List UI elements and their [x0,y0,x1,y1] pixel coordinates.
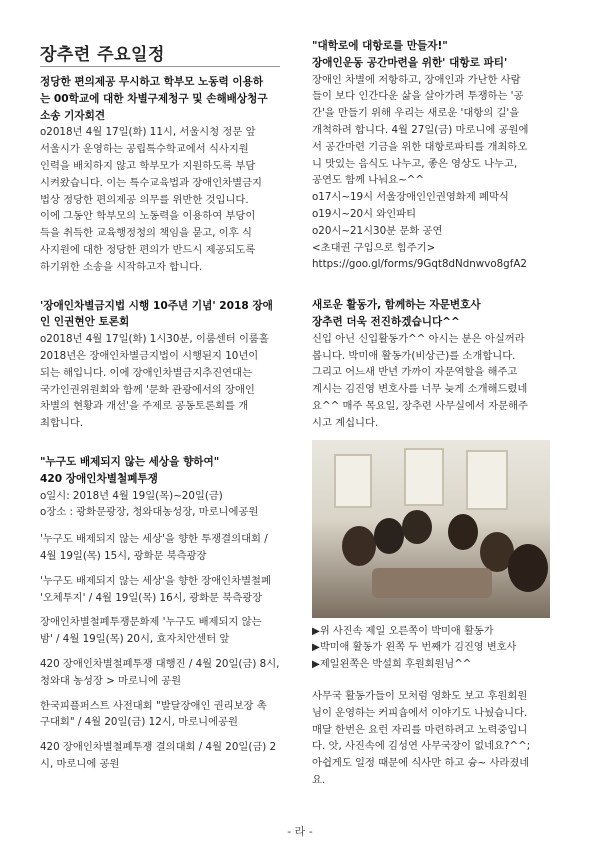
caption-line: ▶위 사진속 제일 오른쪽이 박미애 활동가 [312,625,494,637]
wall-poster [404,448,444,506]
table-shape [372,568,492,598]
body-line: 사지원에 대한 정당한 편의가 반드시 제공되도록 [40,243,256,256]
body-line: o장소 : 광화문광장, 청와대농성장, 마로니에공원 [40,506,259,519]
body-line: 님이 운영하는 커피숍에서 이야기도 나눴습니다. [312,706,528,719]
body-line: 서울시가 운영하는 공립특수학교에서 식사지원 [40,143,249,156]
event-line: 4월 19일(목) 15시, 광화문 북측광장 [40,549,207,562]
section-body-staff [312,688,567,789]
section-heading-newcomers [312,297,567,331]
event-line: 시, 마로니에 공원 [40,757,120,770]
body-line: o일시: 2018년 4월 19일(목)~20일(금) [40,489,223,502]
event-line: 밤' / 4월 19일(목) 20시, 효자치안센터 앞 [40,633,230,646]
event-line: 구대회" / 4월 20일(금) 12시, 마로니에공원 [40,716,238,729]
body-line: 요^^ 매주 목요일, 장추련 사무실에서 자문해주 [312,399,528,412]
event-line: 장애인차별철폐투쟁문화제 '누구도 배제되지 않는 [40,616,262,629]
body-line: 그리고 어느새 반년 가까이 자문역할을 해주고 [312,366,518,379]
left-column [40,74,302,773]
body-line: 봅니다. 박미애 활동가(비상근)를 소개합니다. [312,349,516,362]
body-line: 개척하려 합니다. 4월 27일(금) 마로니에 공원에 [312,123,529,136]
event-line: '누구도 배제되지 않는 세상'을 향한 장애인차별철폐 [40,574,271,587]
event-line: '오체투지' / 4월 19일(목) 16시, 광화문 북측광장 [40,591,263,604]
body-line: 되는 해입니다. 이에 장애인차별금지추진연대는 [40,366,253,379]
heading-line: 인 인권현안 토론회 [40,316,130,329]
body-line: 최합니다. [40,417,84,430]
body-line: 신입 아닌 신입활동가^^ 아시는 분은 아실꺼라 [312,332,525,345]
event-line: 420 장애인차별철폐투쟁 대행진 / 4월 20일(금) 8시, [40,657,280,670]
body-line: o20시~21시30분 문화 공연 [312,224,443,237]
person-shape [342,526,376,566]
body-line: 국가인권위원회와 함께 '문화 관광에서의 장애인 [40,383,255,396]
section-body-newcomers [312,331,567,432]
body-line: 계시는 김진영 변호사를 너무 늦게 소개해드렸네 [312,383,528,396]
section-body-party [312,72,567,274]
body-line: 장애인 차별에 저항하고, 장애인과 가난한 사람 [312,73,521,86]
heading-line: 소송 기자회견 [40,109,106,122]
heading-line: 장애인운동 공간마련을 위한' 대항로 파티' [312,56,508,69]
body-line: 하기위한 소송을 시작하고자 합니다. [40,260,203,273]
list-item [40,739,302,773]
wall-poster [334,454,372,508]
person-shape [402,510,432,544]
group-photo-icon [312,440,550,618]
section-body-lawsuit [40,124,302,275]
section-body-420 [40,488,302,522]
body-line: 들이 보다 인간다운 삶을 살아가려 투쟁하는 '공 [312,90,524,103]
body-line: o2018년 4월 17일(화) 11시, 서울시청 정문 앞 [40,126,256,139]
body-line: 차별의 현황과 개선'을 주제로 공동토론회를 개 [40,400,249,413]
body-line: o2018년 4월 17일(화) 1시30분, 이룸센터 이룸홀 [40,333,269,346]
heading-line: 장추련 더욱 전진하겠습니다^^ [312,315,460,328]
section-heading-forum [40,298,302,332]
body-line: 이에 그동안 학부모의 노동력을 이용하여 부당이 [40,210,256,223]
body-line: o19시~20시 와인파티 [312,207,417,220]
heading-line: 정당한 편의제공 무시하고 학부모 노동력 이용하 [40,76,264,88]
photo-captions [312,624,567,674]
body-line: 서 공간마련 기금을 위한 대항로파티를 개최하오 [312,140,528,153]
heading-line: "대학로에 대항로를 만들자!" [312,40,448,52]
section-body-forum [40,331,302,432]
heading-line: "누구도 배제되지 않는 세상을 향하여" [40,455,220,468]
list-item [40,614,302,648]
page-number: - 라 - [287,825,313,838]
body-line: 니 맛있는 음식도 나누고, 좋은 영상도 나누고, [312,157,518,170]
heading-line: '장애인차별금지법 시행 10주년 기념' 2018 장애 [40,299,273,312]
right-column [312,38,567,789]
list-item [40,573,302,607]
body-line: 간'을 만들기 위해 우리는 새로운 '대항의 길'을 [312,107,520,120]
body-line: 아쉽게도 일정 때문에 식사만 하고 슝~ 사라졌네 [312,757,530,770]
body-line: 다. 앗, 사진속에 김성연 사무국장이 없네요?^^; [312,740,531,753]
caption-line: ▶박미애 활동가 왼쪽 두 번째가 김진영 변호사 [312,642,517,654]
event-line: 청와대 농성장 > 마로니에 공원 [40,674,182,687]
body-line: 매달 한번은 요런 자리를 마련하려고 노력중입니 [312,723,528,736]
body-line: 법상 정당한 편의제공 의무를 위반한 것입니다. [40,193,249,206]
heading-line: 는 00학교에 대한 차별구제청구 및 손해배상청구 [40,92,268,105]
person-shape [508,544,548,592]
event-line: 한국피플퍼스트 사전대회 "발달장애인 권리보장 촉 [40,699,267,712]
body-line: <초대권 구입으로 힘주기> [312,241,436,254]
list-item [40,698,302,732]
person-shape [448,514,478,550]
body-line: o17시~19시 서울장애인인권영화제 폐막식 [312,191,509,204]
body-line: 요. [312,773,326,786]
section-heading-party [312,38,567,72]
caption-line: ▶제일왼쪽은 박설희 후원회원님^^ [312,659,472,671]
body-line: 공연도 함께 나눠요~^^ [312,174,425,187]
event-list [40,531,302,773]
ticket-link[interactable]: https://goo.gl/forms/9Gqt8dNdnwvo8gfA2 [312,258,527,271]
section-heading-lawsuit [40,74,302,124]
body-line: 2018년은 장애인차별금지법이 시행된지 10년이 [40,349,259,362]
page-title: 장추련 주요일정 [40,45,165,65]
heading-line: 새로운 활동가, 함께하는 자문변호사 [312,299,481,312]
body-line: 시고 계십니다. [312,416,379,429]
title-divider [40,66,280,67]
list-item [40,531,302,565]
body-line: 인력을 배치하지 않고 학부모가 지원하도록 부담 [40,159,256,172]
body-line: 득을 취득한 교육행정청의 책임을 묻고, 이후 식 [40,227,252,240]
body-line: 시켜왔습니다. 이는 특수교육법과 장애인차별금지 [40,176,262,189]
event-line: 420 장애인차별철폐투쟁 결의대회 / 4월 20일(금) 2 [40,741,277,754]
wall-poster [466,450,508,510]
heading-line: 420 장애인차별철폐투쟁 [40,472,158,485]
body-line: 사무국 활동가들이 모처럼 영화도 보고 후원회원 [312,689,528,702]
list-item [40,656,302,690]
person-shape [374,518,404,554]
event-line: '누구도 배제되지 않는 세상'을 향한 투쟁결의대회 / [40,533,268,546]
section-heading-420 [40,454,302,488]
